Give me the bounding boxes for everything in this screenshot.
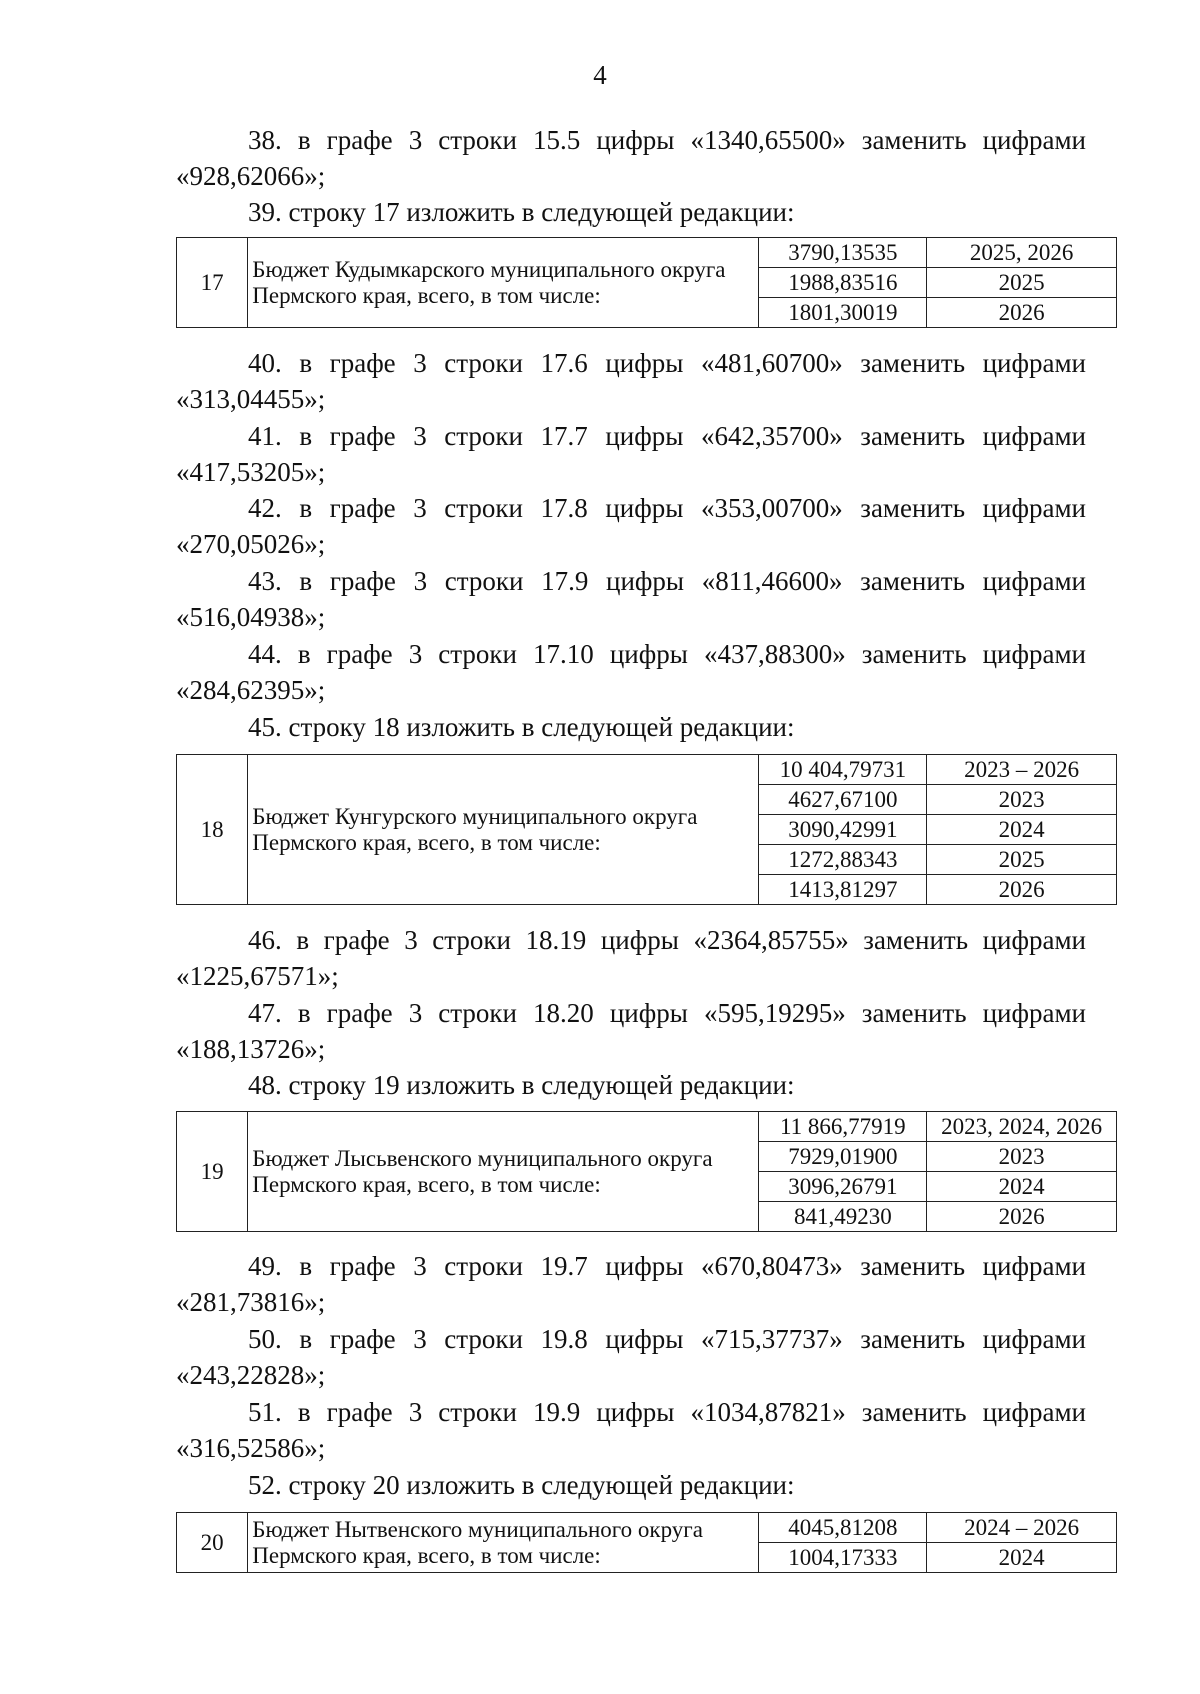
paragraph-52 (176, 1467, 1086, 1503)
paragraph-46-line2: «1225,67571»; (176, 961, 339, 991)
amount-cell: 7929,01900 (759, 1142, 927, 1172)
paragraph-48 (176, 1067, 1086, 1103)
years-cell: 2024 (927, 815, 1117, 845)
paragraph-40 (176, 345, 1086, 417)
budget-name-line2: Пермского края, всего, в том числе: (252, 282, 601, 308)
budget-table-17 (176, 237, 1117, 328)
years-cell: 2026 (927, 298, 1117, 328)
amount-cell: 3790,13535 (759, 238, 927, 268)
amount-cell: 1004,17333 (759, 1543, 927, 1573)
budget-table-20 (176, 1512, 1117, 1573)
budget-name-line1: Бюджет Кунгурского муниципального округа (252, 803, 698, 829)
budget-name-line1: Бюджет Кудымкарского муниципального округа (252, 256, 726, 282)
paragraph-39-text: 39. строку 17 изложить в следующей редакции: (248, 197, 795, 227)
paragraph-43-line1: 43. в графе 3 строки 17.9 цифры «811,46600» заменить цифрами (248, 566, 1086, 596)
budget-name-line2: Пермского края, всего, в том числе: (252, 1171, 601, 1197)
years-cell: 2024 (927, 1543, 1117, 1573)
budget-name (248, 755, 759, 905)
budget-name-line2: Пермского края, всего, в том числе: (252, 829, 601, 855)
paragraph-40-line2: «313,04455»; (176, 384, 326, 414)
years-cell: 2024 (927, 1172, 1117, 1202)
paragraph-51-line1: 51. в графе 3 строки 19.9 цифры «1034,87821» заменить цифрами (248, 1397, 1086, 1427)
paragraph-46 (176, 922, 1086, 994)
paragraph-45 (176, 709, 1086, 745)
paragraph-47-line1: 47. в графе 3 строки 18.20 цифры «595,19295» заменить цифрами (248, 998, 1086, 1028)
budget-table-19 (176, 1111, 1117, 1232)
budget-name-line1: Бюджет Нытвенского муниципального округа (252, 1516, 703, 1542)
paragraph-47 (176, 995, 1086, 1067)
paragraph-51 (176, 1394, 1086, 1466)
paragraph-50 (176, 1321, 1086, 1393)
amount-cell: 10 404,79731 (759, 755, 927, 785)
paragraph-49-line1: 49. в графе 3 строки 19.7 цифры «670,80473» заменить цифрами (248, 1251, 1086, 1281)
paragraph-44-line1: 44. в графе 3 строки 17.10 цифры «437,88300» заменить цифрами (248, 639, 1086, 669)
budget-name-line2: Пермского края, всего, в том числе: (252, 1542, 601, 1568)
paragraph-51-line2: «316,52586»; (176, 1433, 326, 1463)
years-cell: 2026 (927, 1202, 1117, 1232)
paragraph-50-line1: 50. в графе 3 строки 19.8 цифры «715,37737» заменить цифрами (248, 1324, 1086, 1354)
budget-name (248, 238, 759, 328)
years-cell: 2023 – 2026 (927, 755, 1117, 785)
paragraph-50-line2: «243,22828»; (176, 1360, 326, 1390)
paragraph-38-line2: «928,62066»; (176, 161, 326, 191)
paragraph-38-line1: 38. в графе 3 строки 15.5 цифры «1340,65500» заменить цифрами (248, 125, 1086, 155)
budget-name (248, 1112, 759, 1232)
amount-cell: 1413,81297 (759, 875, 927, 905)
amount-cell: 4045,81208 (759, 1513, 927, 1543)
paragraph-44 (176, 636, 1086, 708)
years-cell: 2026 (927, 875, 1117, 905)
years-cell: 2025 (927, 268, 1117, 298)
row-number: 17 (177, 238, 248, 328)
years-cell: 2023 (927, 785, 1117, 815)
paragraph-43-line2: «516,04938»; (176, 602, 326, 632)
years-cell: 2023, 2024, 2026 (927, 1112, 1117, 1142)
paragraph-41-line1: 41. в графе 3 строки 17.7 цифры «642,35700» заменить цифрами (248, 421, 1086, 451)
years-cell: 2024 – 2026 (927, 1513, 1117, 1543)
page-number: 4 (593, 60, 607, 90)
budget-table-18 (176, 754, 1117, 905)
row-number: 20 (177, 1513, 248, 1573)
paragraph-42 (176, 490, 1086, 562)
paragraph-39 (176, 194, 1086, 230)
paragraph-48-text: 48. строку 19 изложить в следующей редакции: (248, 1070, 795, 1100)
amount-cell: 3090,42991 (759, 815, 927, 845)
budget-name (248, 1513, 759, 1573)
amount-cell: 841,49230 (759, 1202, 927, 1232)
years-cell: 2025, 2026 (927, 238, 1117, 268)
paragraph-45-text: 45. строку 18 изложить в следующей редакции: (248, 712, 795, 742)
paragraph-49 (176, 1248, 1086, 1320)
years-cell: 2025 (927, 845, 1117, 875)
paragraph-41-line2: «417,53205»; (176, 457, 326, 487)
amount-cell: 1988,83516 (759, 268, 927, 298)
paragraph-38 (176, 122, 1086, 194)
paragraph-52-text: 52. строку 20 изложить в следующей редакции: (248, 1470, 795, 1500)
paragraph-47-line2: «188,13726»; (176, 1034, 326, 1064)
row-number: 19 (177, 1112, 248, 1232)
paragraph-43 (176, 563, 1086, 635)
paragraph-40-line1: 40. в графе 3 строки 17.6 цифры «481,60700» заменить цифрами (248, 348, 1086, 378)
row-number: 18 (177, 755, 248, 905)
paragraph-49-line2: «281,73816»; (176, 1287, 326, 1317)
amount-cell: 1272,88343 (759, 845, 927, 875)
years-cell: 2023 (927, 1142, 1117, 1172)
amount-cell: 1801,30019 (759, 298, 927, 328)
amount-cell: 4627,67100 (759, 785, 927, 815)
paragraph-41 (176, 418, 1086, 490)
paragraph-44-line2: «284,62395»; (176, 675, 326, 705)
amount-cell: 11 866,77919 (759, 1112, 927, 1142)
paragraph-42-line1: 42. в графе 3 строки 17.8 цифры «353,00700» заменить цифрами (248, 493, 1086, 523)
budget-name-line1: Бюджет Лысьвенского муниципального округа (252, 1145, 713, 1171)
amount-cell: 3096,26791 (759, 1172, 927, 1202)
paragraph-42-line2: «270,05026»; (176, 529, 326, 559)
paragraph-46-line1: 46. в графе 3 строки 18.19 цифры «2364,85755» заменить цифрами (248, 925, 1086, 955)
